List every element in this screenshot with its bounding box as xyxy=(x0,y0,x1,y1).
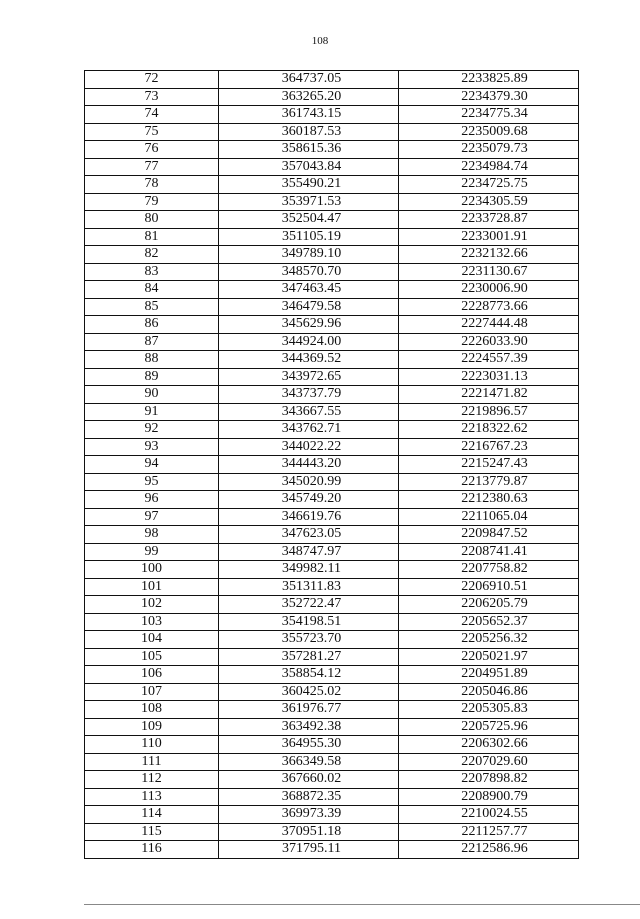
table-row xyxy=(85,211,579,229)
table-row xyxy=(85,631,579,649)
y-coordinate-cell: 2207898.82 xyxy=(399,771,579,789)
table-row xyxy=(85,386,579,404)
point-number-cell: 90 xyxy=(85,386,219,404)
x-coordinate-cell: 352504.47 xyxy=(219,211,399,229)
x-coordinate-cell: 343667.55 xyxy=(219,403,399,421)
table-row xyxy=(85,613,579,631)
point-number-cell: 95 xyxy=(85,473,219,491)
y-coordinate-cell: 2234379.30 xyxy=(399,88,579,106)
point-number-cell: 116 xyxy=(85,841,219,859)
x-coordinate-cell: 349789.10 xyxy=(219,246,399,264)
point-number-cell: 77 xyxy=(85,158,219,176)
coordinate-table-container xyxy=(84,70,578,859)
x-coordinate-cell: 347463.45 xyxy=(219,281,399,299)
x-coordinate-cell: 361976.77 xyxy=(219,701,399,719)
y-coordinate-cell: 2215247.43 xyxy=(399,456,579,474)
table-row xyxy=(85,193,579,211)
point-number-cell: 106 xyxy=(85,666,219,684)
point-number-cell: 96 xyxy=(85,491,219,509)
y-coordinate-cell: 2234984.74 xyxy=(399,158,579,176)
point-number-cell: 89 xyxy=(85,368,219,386)
x-coordinate-cell: 358615.36 xyxy=(219,141,399,159)
x-coordinate-cell: 346479.58 xyxy=(219,298,399,316)
page-bottom-rule xyxy=(84,904,640,905)
x-coordinate-cell: 367660.02 xyxy=(219,771,399,789)
x-coordinate-cell: 349982.11 xyxy=(219,561,399,579)
table-row xyxy=(85,753,579,771)
x-coordinate-cell: 368872.35 xyxy=(219,788,399,806)
y-coordinate-cell: 2205725.96 xyxy=(399,718,579,736)
point-number-cell: 97 xyxy=(85,508,219,526)
y-coordinate-cell: 2205256.32 xyxy=(399,631,579,649)
y-coordinate-cell: 2208741.41 xyxy=(399,543,579,561)
point-number-cell: 114 xyxy=(85,806,219,824)
y-coordinate-cell: 2223031.13 xyxy=(399,368,579,386)
point-number-cell: 78 xyxy=(85,176,219,194)
point-number-cell: 108 xyxy=(85,701,219,719)
x-coordinate-cell: 348747.97 xyxy=(219,543,399,561)
x-coordinate-cell: 363492.38 xyxy=(219,718,399,736)
table-row xyxy=(85,771,579,789)
x-coordinate-cell: 357281.27 xyxy=(219,648,399,666)
x-coordinate-cell: 363265.20 xyxy=(219,88,399,106)
table-row xyxy=(85,736,579,754)
y-coordinate-cell: 2207758.82 xyxy=(399,561,579,579)
y-coordinate-cell: 2211257.77 xyxy=(399,823,579,841)
y-coordinate-cell: 2224557.39 xyxy=(399,351,579,369)
table-row xyxy=(85,701,579,719)
y-coordinate-cell: 2205021.97 xyxy=(399,648,579,666)
x-coordinate-cell: 355490.21 xyxy=(219,176,399,194)
table-row xyxy=(85,123,579,141)
x-coordinate-cell: 343737.79 xyxy=(219,386,399,404)
y-coordinate-cell: 2233825.89 xyxy=(399,71,579,89)
y-coordinate-cell: 2219896.57 xyxy=(399,403,579,421)
x-coordinate-cell: 370951.18 xyxy=(219,823,399,841)
page-number: 108 xyxy=(311,35,329,47)
point-number-cell: 109 xyxy=(85,718,219,736)
point-number-cell: 88 xyxy=(85,351,219,369)
table-row xyxy=(85,823,579,841)
point-number-cell: 111 xyxy=(85,753,219,771)
y-coordinate-cell: 2212380.63 xyxy=(399,491,579,509)
x-coordinate-cell: 345749.20 xyxy=(219,491,399,509)
point-number-cell: 102 xyxy=(85,596,219,614)
table-row xyxy=(85,491,579,509)
point-number-cell: 99 xyxy=(85,543,219,561)
table-row xyxy=(85,578,579,596)
x-coordinate-cell: 369973.39 xyxy=(219,806,399,824)
x-coordinate-cell: 355723.70 xyxy=(219,631,399,649)
table-row xyxy=(85,106,579,124)
x-coordinate-cell: 346619.76 xyxy=(219,508,399,526)
x-coordinate-cell: 344924.00 xyxy=(219,333,399,351)
y-coordinate-cell: 2205305.83 xyxy=(399,701,579,719)
point-number-cell: 104 xyxy=(85,631,219,649)
x-coordinate-cell: 366349.58 xyxy=(219,753,399,771)
y-coordinate-cell: 2211065.04 xyxy=(399,508,579,526)
y-coordinate-cell: 2230006.90 xyxy=(399,281,579,299)
point-number-cell: 85 xyxy=(85,298,219,316)
table-row xyxy=(85,648,579,666)
point-number-cell: 103 xyxy=(85,613,219,631)
point-number-cell: 107 xyxy=(85,683,219,701)
x-coordinate-cell: 364737.05 xyxy=(219,71,399,89)
table-row xyxy=(85,228,579,246)
table-row xyxy=(85,333,579,351)
coordinate-table xyxy=(84,70,579,859)
table-row xyxy=(85,421,579,439)
point-number-cell: 72 xyxy=(85,71,219,89)
table-row xyxy=(85,368,579,386)
table-row xyxy=(85,158,579,176)
point-number-cell: 91 xyxy=(85,403,219,421)
table-row xyxy=(85,473,579,491)
point-number-cell: 73 xyxy=(85,88,219,106)
x-coordinate-cell: 348570.70 xyxy=(219,263,399,281)
point-number-cell: 98 xyxy=(85,526,219,544)
table-row xyxy=(85,141,579,159)
table-row xyxy=(85,71,579,89)
point-number-cell: 110 xyxy=(85,736,219,754)
table-row xyxy=(85,351,579,369)
point-number-cell: 115 xyxy=(85,823,219,841)
y-coordinate-cell: 2205046.86 xyxy=(399,683,579,701)
table-row xyxy=(85,788,579,806)
y-coordinate-cell: 2234725.75 xyxy=(399,176,579,194)
y-coordinate-cell: 2233001.91 xyxy=(399,228,579,246)
x-coordinate-cell: 343972.65 xyxy=(219,368,399,386)
point-number-cell: 100 xyxy=(85,561,219,579)
y-coordinate-cell: 2210024.55 xyxy=(399,806,579,824)
y-coordinate-cell: 2205652.37 xyxy=(399,613,579,631)
table-row xyxy=(85,841,579,859)
y-coordinate-cell: 2235009.68 xyxy=(399,123,579,141)
coordinate-table-body xyxy=(85,71,579,859)
table-row xyxy=(85,88,579,106)
x-coordinate-cell: 345020.99 xyxy=(219,473,399,491)
x-coordinate-cell: 351105.19 xyxy=(219,228,399,246)
y-coordinate-cell: 2206302.66 xyxy=(399,736,579,754)
table-row xyxy=(85,526,579,544)
point-number-cell: 113 xyxy=(85,788,219,806)
y-coordinate-cell: 2206910.51 xyxy=(399,578,579,596)
y-coordinate-cell: 2207029.60 xyxy=(399,753,579,771)
table-row xyxy=(85,438,579,456)
y-coordinate-cell: 2204951.89 xyxy=(399,666,579,684)
y-coordinate-cell: 2233728.87 xyxy=(399,211,579,229)
y-coordinate-cell: 2209847.52 xyxy=(399,526,579,544)
x-coordinate-cell: 360187.53 xyxy=(219,123,399,141)
x-coordinate-cell: 361743.15 xyxy=(219,106,399,124)
x-coordinate-cell: 371795.11 xyxy=(219,841,399,859)
point-number-cell: 112 xyxy=(85,771,219,789)
y-coordinate-cell: 2232132.66 xyxy=(399,246,579,264)
point-number-cell: 93 xyxy=(85,438,219,456)
table-row xyxy=(85,666,579,684)
y-coordinate-cell: 2208900.79 xyxy=(399,788,579,806)
table-row xyxy=(85,316,579,334)
point-number-cell: 75 xyxy=(85,123,219,141)
y-coordinate-cell: 2221471.82 xyxy=(399,386,579,404)
x-coordinate-cell: 360425.02 xyxy=(219,683,399,701)
x-coordinate-cell: 358854.12 xyxy=(219,666,399,684)
table-row xyxy=(85,561,579,579)
table-row xyxy=(85,508,579,526)
y-coordinate-cell: 2213779.87 xyxy=(399,473,579,491)
point-number-cell: 74 xyxy=(85,106,219,124)
point-number-cell: 79 xyxy=(85,193,219,211)
y-coordinate-cell: 2216767.23 xyxy=(399,438,579,456)
x-coordinate-cell: 345629.96 xyxy=(219,316,399,334)
y-coordinate-cell: 2218322.62 xyxy=(399,421,579,439)
point-number-cell: 76 xyxy=(85,141,219,159)
table-row xyxy=(85,718,579,736)
x-coordinate-cell: 351311.83 xyxy=(219,578,399,596)
table-row xyxy=(85,246,579,264)
point-number-cell: 87 xyxy=(85,333,219,351)
table-row xyxy=(85,806,579,824)
x-coordinate-cell: 344369.52 xyxy=(219,351,399,369)
y-coordinate-cell: 2212586.96 xyxy=(399,841,579,859)
point-number-cell: 92 xyxy=(85,421,219,439)
x-coordinate-cell: 352722.47 xyxy=(219,596,399,614)
x-coordinate-cell: 364955.30 xyxy=(219,736,399,754)
table-row xyxy=(85,298,579,316)
table-row xyxy=(85,403,579,421)
table-row xyxy=(85,683,579,701)
x-coordinate-cell: 357043.84 xyxy=(219,158,399,176)
point-number-cell: 81 xyxy=(85,228,219,246)
table-row xyxy=(85,263,579,281)
point-number-cell: 83 xyxy=(85,263,219,281)
x-coordinate-cell: 354198.51 xyxy=(219,613,399,631)
y-coordinate-cell: 2226033.90 xyxy=(399,333,579,351)
table-row xyxy=(85,456,579,474)
x-coordinate-cell: 343762.71 xyxy=(219,421,399,439)
y-coordinate-cell: 2234305.59 xyxy=(399,193,579,211)
y-coordinate-cell: 2234775.34 xyxy=(399,106,579,124)
x-coordinate-cell: 353971.53 xyxy=(219,193,399,211)
point-number-cell: 84 xyxy=(85,281,219,299)
y-coordinate-cell: 2227444.48 xyxy=(399,316,579,334)
x-coordinate-cell: 344443.20 xyxy=(219,456,399,474)
table-row xyxy=(85,281,579,299)
y-coordinate-cell: 2231130.67 xyxy=(399,263,579,281)
y-coordinate-cell: 2235079.73 xyxy=(399,141,579,159)
point-number-cell: 82 xyxy=(85,246,219,264)
point-number-cell: 101 xyxy=(85,578,219,596)
point-number-cell: 80 xyxy=(85,211,219,229)
x-coordinate-cell: 347623.05 xyxy=(219,526,399,544)
y-coordinate-cell: 2228773.66 xyxy=(399,298,579,316)
table-row xyxy=(85,543,579,561)
point-number-cell: 105 xyxy=(85,648,219,666)
table-row xyxy=(85,176,579,194)
y-coordinate-cell: 2206205.79 xyxy=(399,596,579,614)
point-number-cell: 94 xyxy=(85,456,219,474)
table-row xyxy=(85,596,579,614)
point-number-cell: 86 xyxy=(85,316,219,334)
x-coordinate-cell: 344022.22 xyxy=(219,438,399,456)
